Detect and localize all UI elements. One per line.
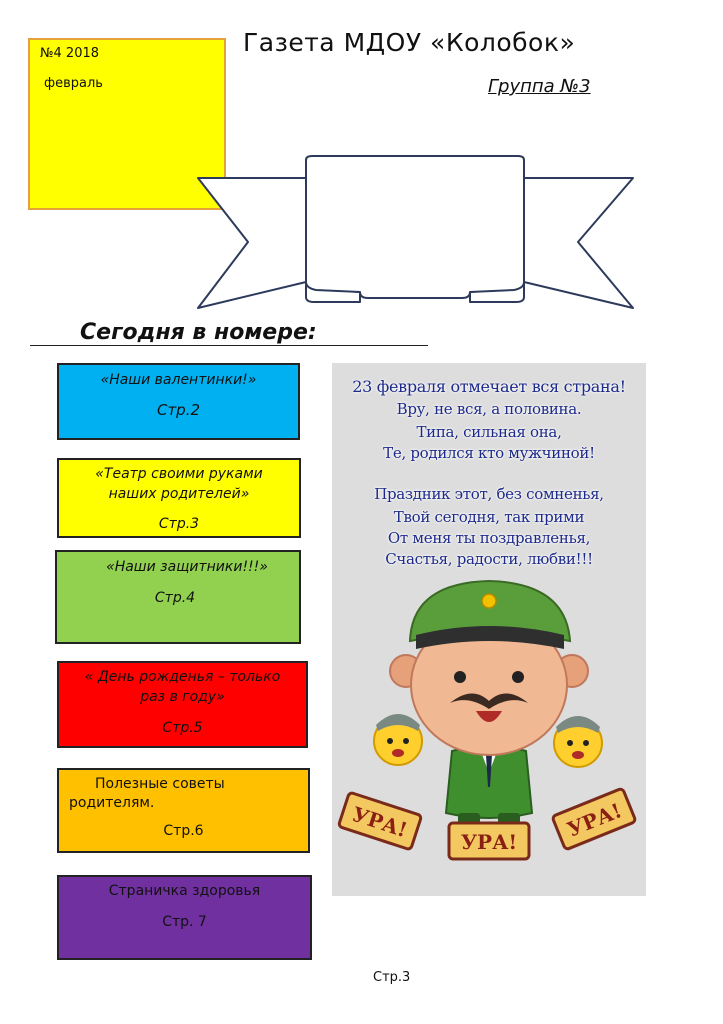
toc-item-title-line2: родителям. — [69, 795, 155, 811]
cheer-plaque — [552, 788, 636, 850]
poem-line: Счастья, радости, любви!!! — [385, 550, 593, 568]
cheer-text: УРА! — [349, 801, 411, 843]
toc-item-title: « День рожденья – только — [84, 669, 281, 685]
cheer-plaque — [338, 792, 421, 850]
toc-item-birthday[interactable] — [57, 661, 308, 748]
toc-item-title: Полезные советы — [95, 776, 225, 792]
poem-line: Те, родился кто мужчиной! — [383, 444, 595, 462]
toc-heading: Сегодня в номере: — [80, 320, 317, 345]
toc-item-title: Страничка здоровья — [108, 883, 261, 899]
toc-item-page: Стр.5 — [162, 720, 203, 736]
toc-item-page: Стр.4 — [154, 590, 196, 606]
toc-item-page: Стр.3 — [158, 516, 200, 532]
cheer-text: УРА! — [460, 830, 518, 854]
group-label: Группа №3 — [488, 76, 591, 97]
cheer-plaque — [449, 823, 529, 859]
toc-item-defenders[interactable] — [55, 550, 301, 644]
newspaper-title: Газета МДОУ «Колобок» — [243, 28, 576, 57]
toc-item-title-line2: раз в году» — [140, 689, 225, 705]
ribbon-banner — [192, 152, 637, 312]
toc-item-page: Стр.2 — [156, 401, 201, 419]
toc-item-title-line2: наших родителей» — [108, 486, 250, 502]
toc-item-title: «Наши защитники!!!» — [106, 559, 268, 575]
toc-item-page: Стр. 7 — [162, 914, 207, 930]
page-number: Стр.3 — [373, 970, 411, 985]
cheer-text: УРА! — [563, 798, 625, 842]
toc-item-title: «Театр своими руками — [95, 466, 263, 482]
issue-number: №4 2018 — [40, 46, 100, 61]
heading-underline — [30, 345, 428, 346]
issue-month: февраль — [44, 76, 103, 91]
poem-line: 23 февраля отмечает вся страна! — [352, 377, 626, 396]
poem-line: Твой сегодня, так прими — [393, 508, 585, 526]
toc-item-valentines[interactable] — [57, 363, 300, 440]
soldier-illustration — [332, 573, 646, 896]
poem-line: От меня ты поздравленья, — [387, 529, 591, 547]
toc-item-page: Стр.6 — [163, 823, 204, 839]
poem-line: Праздник этот, без сомненья, — [374, 485, 604, 503]
holiday-poster — [332, 363, 646, 896]
toc-item-theatre[interactable] — [57, 458, 301, 538]
toc-item-advice[interactable] — [57, 768, 310, 853]
poem-line: Вру, не вся, а половина. — [396, 400, 582, 418]
toc-item-title: «Наши валентинки!» — [100, 372, 257, 388]
toc-item-health[interactable] — [57, 875, 312, 960]
poem-line: Типа, сильная она, — [416, 423, 562, 441]
